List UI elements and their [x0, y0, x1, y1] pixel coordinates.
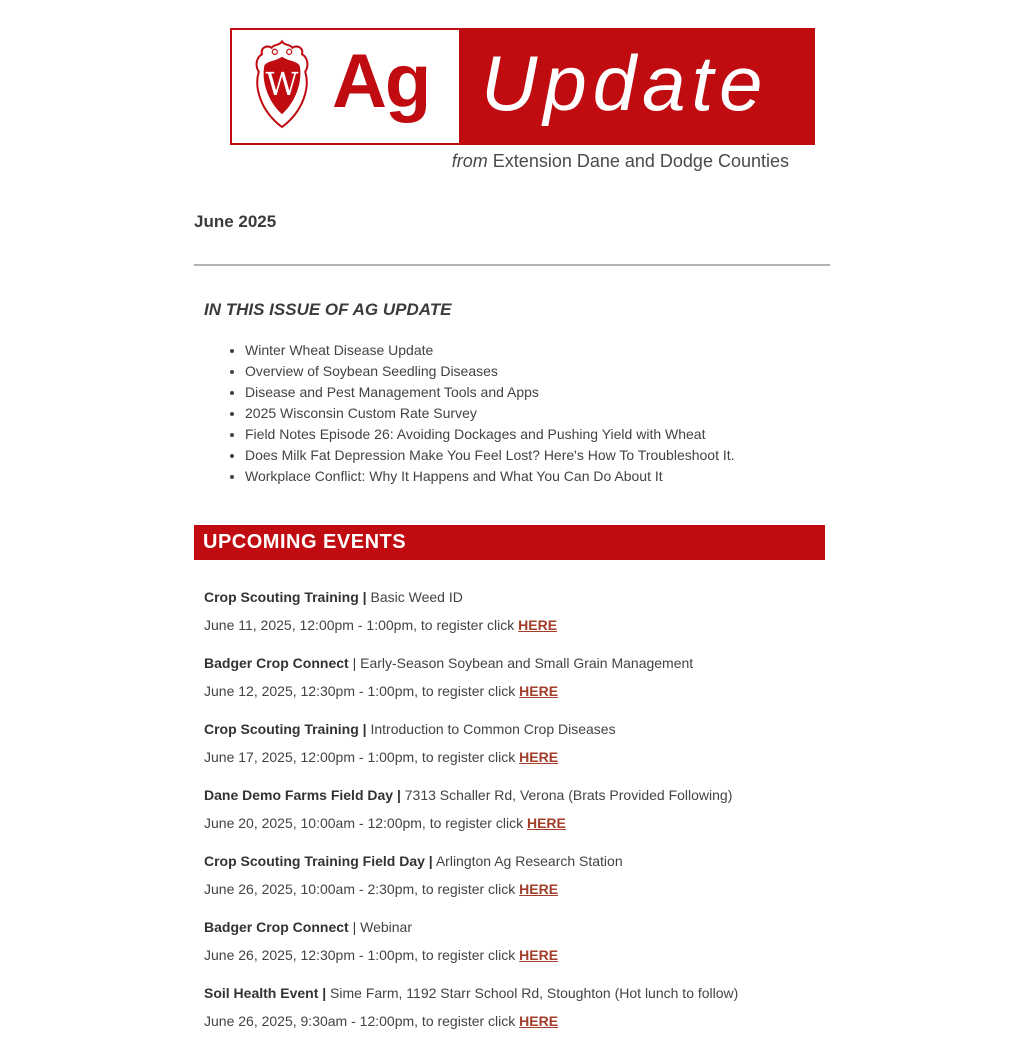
event-title-line	[204, 589, 830, 606]
tagline-rest: Extension Dane and Dodge Counties	[487, 151, 789, 171]
logo-left-panel	[232, 30, 459, 143]
event-date-text: June 12, 2025, 12:30pm - 1:00pm, to register click	[204, 683, 520, 699]
event-date-line	[204, 881, 830, 898]
logo-update-text: Update	[481, 38, 769, 127]
event-title-line	[204, 655, 830, 672]
register-here-link[interactable]: HERE	[518, 617, 558, 633]
register-here-link[interactable]: HERE	[526, 815, 566, 831]
event-date-line	[204, 1013, 830, 1030]
event-date-text: June 26, 2025, 9:30am - 12:00pm, to register click	[204, 1013, 520, 1029]
event-title-bold: Badger Crop Connect	[204, 655, 349, 671]
event-title-line	[204, 985, 830, 1002]
logo-tagline	[230, 151, 815, 172]
register-here-link[interactable]: HERE	[519, 881, 559, 897]
ag-update-logo	[230, 28, 815, 145]
upcoming-events-heading: UPCOMING EVENTS	[203, 531, 407, 553]
uw-crest-icon	[246, 37, 318, 137]
event-title-line	[204, 919, 830, 936]
crest-letter: W	[265, 64, 299, 103]
logo-right-panel	[459, 30, 813, 143]
events-list	[194, 589, 830, 1030]
issue-list-item: • 2025 Wisconsin Custom Rate Survey	[245, 403, 830, 424]
issue-list-item: • Disease and Pest Management Tools and Apps	[245, 382, 830, 403]
event-date-text: June 20, 2025, 10:00am - 12:00pm, to register click	[204, 815, 527, 831]
issue-date-heading: June 2025	[194, 212, 277, 231]
event-title-rest: | Early-Season Soybean and Small Grain Management	[348, 655, 694, 671]
event-date-line	[204, 683, 830, 700]
upcoming-events-banner	[194, 525, 825, 560]
event-date-line	[204, 749, 830, 766]
register-here-link[interactable]: HERE	[519, 947, 559, 963]
issue-list-item: • Workplace Conflict: Why It Happens and What You Can Do About It	[245, 466, 830, 487]
event-title-rest: 7313 Schaller Rd, Verona (Brats Provided Following)	[400, 787, 733, 803]
event-title-bold: Badger Crop Connect	[204, 919, 349, 935]
logo-ag-text: Ag	[332, 38, 430, 124]
event-item	[204, 985, 830, 1030]
event-title-line	[204, 787, 830, 804]
event-title-bold: Soil Health Event |	[204, 985, 327, 1001]
issue-list-item: • Winter Wheat Disease Update	[245, 340, 830, 361]
event-item	[204, 655, 830, 700]
event-item	[204, 589, 830, 634]
event-title-bold: Dane Demo Farms Field Day |	[204, 787, 401, 803]
event-title-rest: Arlington Ag Research Station	[432, 853, 623, 869]
event-title-rest: Basic Weed ID	[366, 589, 463, 605]
event-date-text: June 17, 2025, 12:00pm - 1:00pm, to register click	[204, 749, 520, 765]
event-title-rest: Sime Farm, 1192 Starr School Rd, Stoughton (Hot lunch to follow)	[326, 985, 739, 1001]
event-title-rest: Introduction to Common Crop Diseases	[366, 721, 616, 737]
event-date-text: June 26, 2025, 12:30pm - 1:00pm, to register click	[204, 947, 520, 963]
event-title-bold: Crop Scouting Training Field Day |	[204, 853, 433, 869]
event-date-line	[204, 617, 830, 634]
in-this-issue-heading: IN THIS ISSUE OF AG UPDATE	[204, 300, 452, 319]
event-title-bold: Crop Scouting Training |	[204, 721, 367, 737]
event-item	[204, 787, 830, 832]
register-here-link[interactable]: HERE	[519, 1013, 559, 1029]
event-date-text: June 11, 2025, 12:00pm - 1:00pm, to register click	[204, 617, 519, 633]
newsletter-page	[194, 0, 830, 1030]
event-title-bold: Crop Scouting Training |	[204, 589, 367, 605]
register-here-link[interactable]: HERE	[519, 683, 559, 699]
event-item	[204, 721, 830, 766]
divider-rule	[194, 264, 830, 266]
issue-list	[194, 340, 830, 487]
event-item	[204, 853, 830, 898]
event-date-line	[204, 815, 830, 832]
event-title-rest: | Webinar	[348, 919, 412, 935]
event-date-line	[204, 947, 830, 964]
register-here-link[interactable]: HERE	[519, 749, 559, 765]
event-date-text: June 26, 2025, 10:00am - 2:30pm, to register click	[204, 881, 520, 897]
tagline-from: from	[451, 151, 488, 171]
issue-list-item: • Does Milk Fat Depression Make You Feel Lost? Here's How To Troubleshoot It.	[245, 445, 830, 466]
event-title-line	[204, 853, 830, 870]
issue-list-item: • Overview of Soybean Seedling Diseases	[245, 361, 830, 382]
event-title-line	[204, 721, 830, 738]
event-item	[204, 919, 830, 964]
issue-list-item: • Field Notes Episode 26: Avoiding Dockages and Pushing Yield with Wheat	[245, 424, 830, 445]
